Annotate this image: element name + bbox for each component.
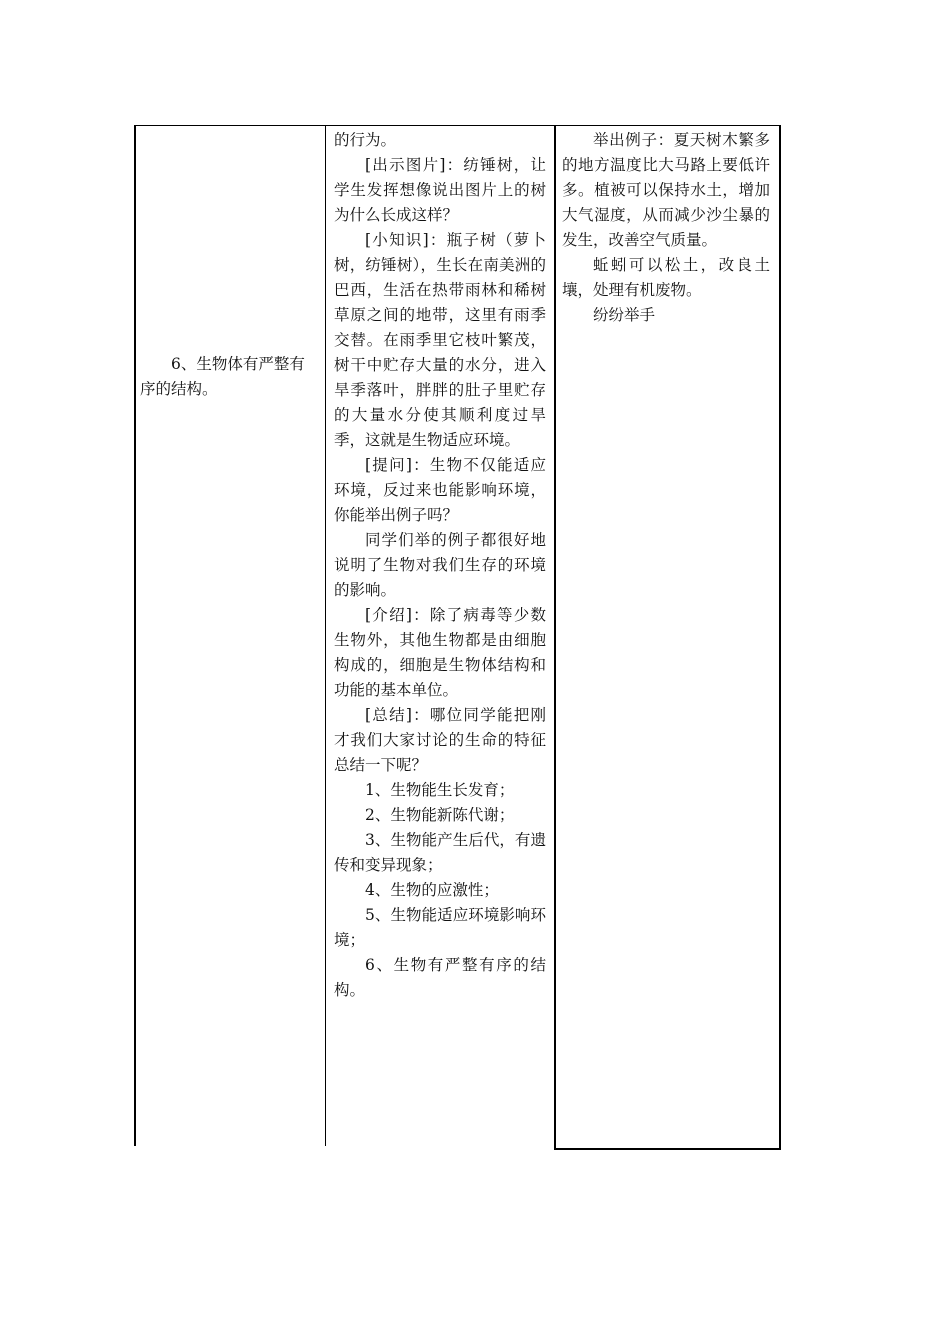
paragraph: 举出例子：夏天树木繁多的地方温度比大马路上要低许多。植被可以保持水土，增加大气湿度，从而减少沙尘暴的发生，改善空气质量。 [562, 131, 770, 249]
list-item: 1、生物能生长发育； [365, 781, 515, 799]
list-item: 4、生物的应激性； [365, 881, 499, 899]
paragraph: [提问]：生物不仅能适应环境，反过来也能影响环境，你能举出例子吗？ [334, 456, 546, 524]
table-cell-student-activity [562, 128, 770, 328]
paragraph: 蚯蚓可以松土，改良土壤，处理有机废物。 [562, 256, 770, 299]
table-divider-1 [325, 125, 326, 1146]
table-cell-teacher-activity [334, 128, 546, 1003]
paragraph: [小知识]：瓶子树（萝卜树，纺锤树），生长在南美洲的巴西，生活在热带雨林和稀树草原之间的地带，这里有雨季交替。在雨季里它枝叶繁茂，树干中贮存大量的水分，进入旱季落叶，胖胖的肚子里贮存的大量水分使其顺利度过旱季，这就是生物适应环境。 [334, 231, 546, 449]
list-item: 6、生物有严整有序的结构。 [334, 956, 546, 999]
table-cell-topic [140, 352, 312, 402]
list-item: 3、生物能产生后代，有遗传和变异现象； [334, 831, 546, 874]
paragraph: 纷纷举手 [593, 306, 656, 324]
list-item: 2、生物能新陈代谢； [365, 806, 515, 824]
list-item: 5、生物能适应环境影响环境； [334, 906, 546, 949]
table-divider-2 [554, 125, 556, 1150]
paragraph: [总结]：哪位同学能把刚才我们大家讨论的生命的特征总结一下呢？ [334, 706, 546, 774]
table-top-border [134, 125, 781, 126]
paragraph: [介绍]：除了病毒等少数生物外，其他生物都是由细胞构成的，细胞是生物体结构和功能的基本单位。 [334, 606, 546, 699]
table-right-border [779, 125, 781, 1150]
paragraph: [出示图片]：纺锤树，让学生发挥想像说出图片上的树为什么长成这样？ [334, 156, 546, 224]
col3-bottom-border [554, 1148, 781, 1150]
paragraph: 的行为。 [334, 131, 397, 149]
table-left-border [134, 125, 136, 1146]
paragraph: 同学们举的例子都很好地说明了生物对我们生存的环境的影响。 [334, 531, 546, 599]
topic-text: 6、生物体有严整有序的结构。 [140, 355, 305, 398]
